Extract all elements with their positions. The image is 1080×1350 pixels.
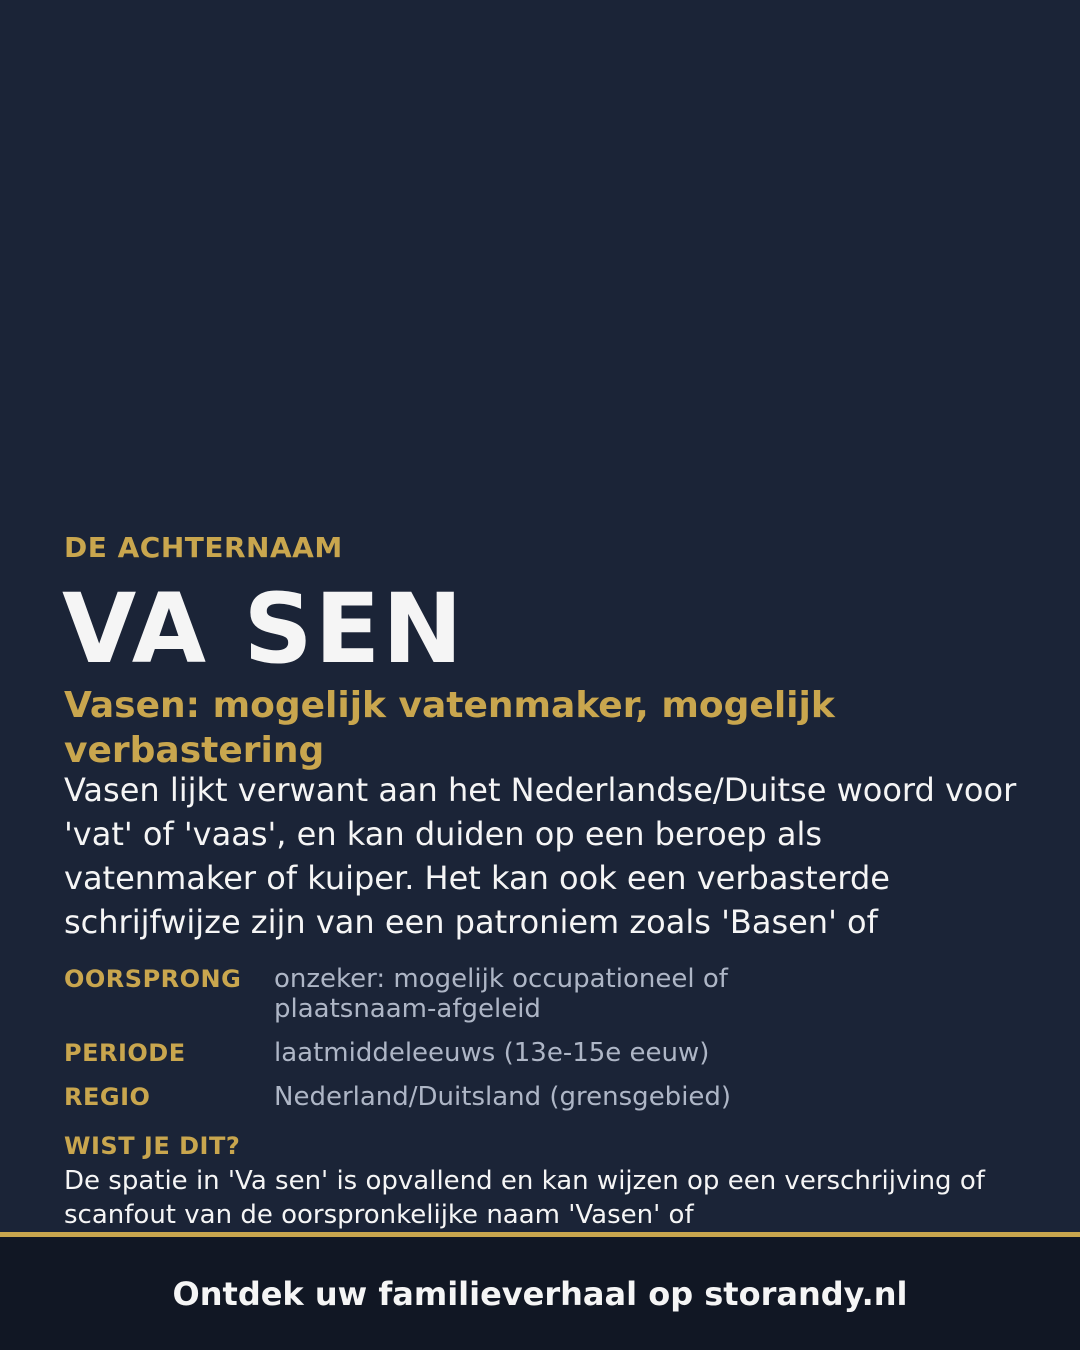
footer-banner — [0, 1237, 1080, 1350]
fact-label: PERIODE — [64, 1039, 186, 1067]
fact-value: laatmiddeleeuws (13e-15e eeuw) — [274, 1038, 710, 1068]
fact-row-oorsprong — [64, 964, 1024, 1024]
fact-label: REGIO — [64, 1083, 151, 1111]
facts-list — [64, 964, 1024, 1126]
description-block — [64, 768, 1024, 944]
fact-value: Nederland/Duitsland (grensgebied) — [274, 1082, 732, 1112]
fact-row-periode — [64, 1038, 1024, 1068]
surname-subtitle: Vasen: mogelijk vatenmaker, mogelijk verbastering — [64, 685, 835, 771]
did-you-know-block — [64, 1164, 1024, 1232]
did-you-know-label: WIST JE DIT? — [64, 1132, 241, 1160]
surname-title: VA SEN — [62, 573, 465, 685]
fact-label: OORSPRONG — [64, 965, 242, 993]
footer-cta-text: Ontdek uw familieverhaal op storandy.nl — [172, 1274, 908, 1313]
fact-value: onzeker: mogelijk occupationeel of plaatsnaam-afgeleid — [274, 964, 728, 1024]
fact-row-regio — [64, 1082, 1024, 1112]
description-text: Vasen lijkt verwant aan het Nederlandse/Duitse woord voor 'vat' of 'vaas', en kan duiden op een beroep als vatenmaker of kuiper. Het kan ook een verbasterde schrijfwijze zijn van een patroniem zoals 'Basen' of — [64, 771, 1017, 941]
eyebrow-label: DE ACHTERNAAM — [64, 531, 343, 564]
did-you-know-text: De spatie in 'Va sen' is opvallend en kan wijzen op een verschrijving of scanfout van de oorspronkelijke naam 'Vasen' of — [64, 1166, 985, 1230]
